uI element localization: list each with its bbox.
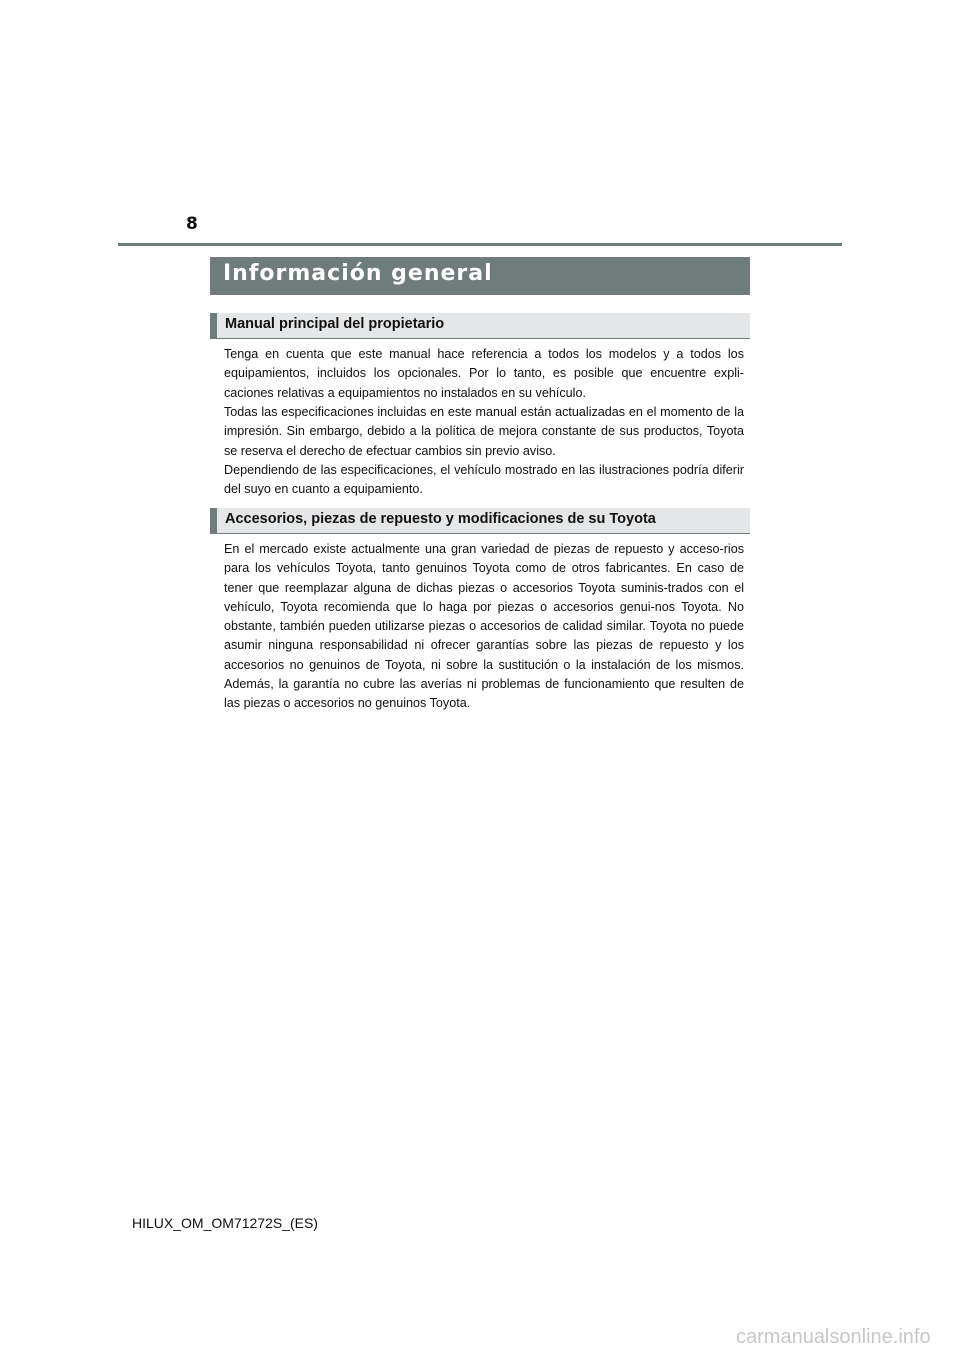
section-marker [210,508,217,533]
section-title: Manual principal del propietario [225,316,445,332]
section-title: Accesorios, piezas de repuesto y modificaciones de su Toyota [225,511,656,527]
section-marker [210,313,217,338]
paragraph: Todas las especificaciones incluidas en este manual están actualizadas en el momento de la impresión. Sin embargo, debido a la política de mejora constante de sus productos, Toyota se reserva el derecho de efectuar cambios sin previo aviso. [224,405,744,458]
paragraph: Tenga en cuenta que este manual hace referencia a todos los modelos y a todos los equipamientos, incluidos los opcionales. Por lo tanto, es posible que encuentre expli-caciones relativas a equipamientos no instalados en su vehículo. [224,347,744,400]
watermark-text: carmanualsonline.info [736,1326,931,1348]
paragraph: En el mercado existe actualmente una gran variedad de piezas de repuesto y acceso-rios para los vehículos Toyota, tanto genuinos Toyota como de otros fabricantes. En caso de tener que reemplazar alguna de dichas piezas o accesorios Toyota suminis-trados con el vehículo, Toyota recomienda que lo haga por piezas o accesorios genui-nos Toyota. No obstante, también pueden utilizarse piezas o accesorios de calidad similar. Toyota no puede asumir ninguna responsabilidad ni ofrecer garantías sobre las piezas de repuesto y los accesorios no genuinos de Toyota, ni sobre la sustitución o la instalación de los mismos. Además, la garantía no cubre las averías ni problemas de funcionamiento que resulten de las piezas o accesorios no genuinos Toyota. [224,542,744,711]
section-heading-accessories [210,508,750,534]
section-heading-manual [210,313,750,339]
page-number: 8 [186,214,198,234]
header-rule [118,243,842,246]
main-title-bar [210,257,750,295]
paragraph: Dependiendo de las especificaciones, el vehículo mostrado en las ilustraciones podría diferir del suyo en cuanto a equipamiento. [224,463,744,497]
page-title: Información general [223,261,493,286]
document-code: HILUX_OM_OM71272S_(ES) [132,1215,318,1231]
